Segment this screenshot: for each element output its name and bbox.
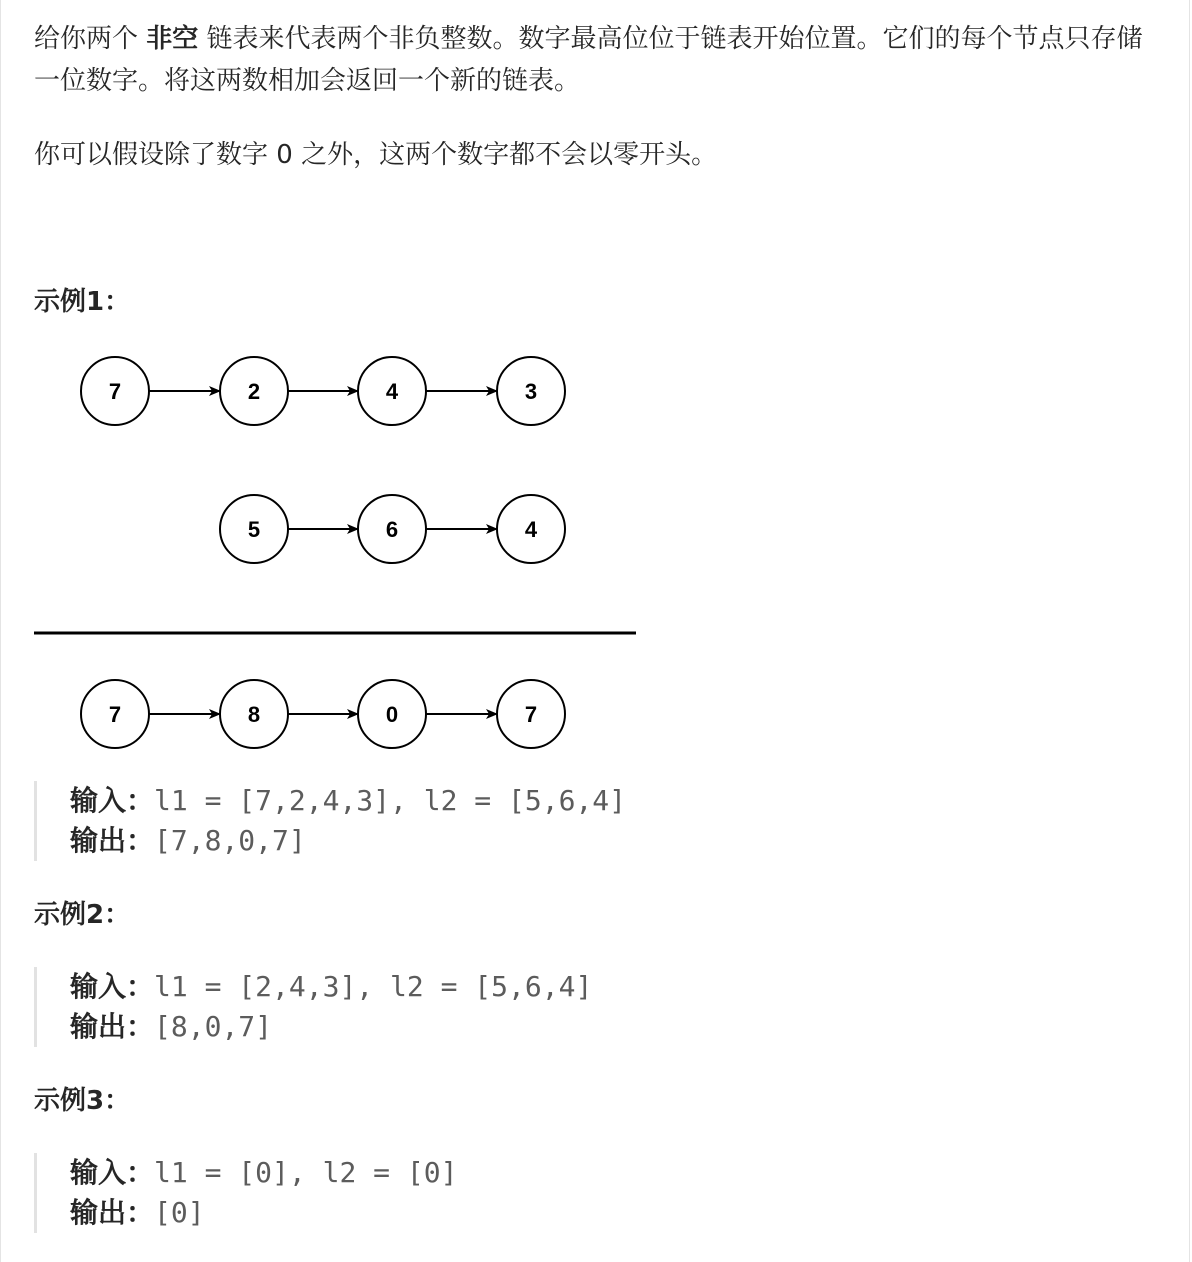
example-3-title: 示例3： <box>34 1086 131 1116</box>
example-2-code <box>34 967 592 1047</box>
list-2-row <box>220 495 565 563</box>
example-3-output <box>70 1193 457 1233</box>
list-node-value: 6 <box>385 517 399 542</box>
input-label: 输入： <box>70 970 155 1003</box>
example-1-input <box>70 781 626 821</box>
input-label: 输入： <box>70 1156 155 1189</box>
list-node-value: 7 <box>108 379 122 404</box>
example-2-title: 示例2： <box>34 900 131 930</box>
output-label: 输出： <box>70 1010 155 1043</box>
output-label: 输出： <box>70 1196 155 1229</box>
list-node-value: 7 <box>524 702 538 727</box>
example-2-output <box>70 1007 592 1047</box>
list-node-value: 4 <box>385 379 399 404</box>
example-1-code <box>34 781 626 861</box>
input-value: l1 = [0], l2 = [0] <box>154 1156 458 1189</box>
linked-list-diagram <box>1 330 661 760</box>
list-node-value: 7 <box>108 702 122 727</box>
list-1-row <box>81 357 565 425</box>
example-3-input <box>70 1153 457 1193</box>
list-node-value: 8 <box>247 702 261 727</box>
list-node-value: 5 <box>247 517 261 542</box>
result-row <box>81 680 565 748</box>
desc-part1: 给你两个 <box>34 24 147 54</box>
list-node-value: 3 <box>524 379 538 404</box>
list-node-value: 4 <box>524 517 538 542</box>
output-value: [7,8,0,7] <box>154 824 306 857</box>
input-value: l1 = [2,4,3], l2 = [5,6,4] <box>154 970 593 1003</box>
example-1-output <box>70 821 626 861</box>
input-value: l1 = [7,2,4,3], l2 = [5,6,4] <box>154 784 627 817</box>
example-2-input <box>70 967 592 1007</box>
desc-bold: 非空 <box>146 24 199 54</box>
problem-description <box>34 18 1154 102</box>
list-node-value: 2 <box>247 379 261 404</box>
example-3-code <box>34 1153 457 1233</box>
input-label: 输入： <box>70 784 155 817</box>
problem-note: 你可以假设除了数字 0 之外，这两个数字都不会以零开头。 <box>34 140 718 170</box>
list-node-value: 0 <box>385 702 399 727</box>
example-1-title: 示例1： <box>34 287 131 317</box>
desc-part2: 链表来代表两个非负整数。数字最高位位于链表开始位置。它们的每个节点只存储一位数字。将这两数相加会返回一个新的链表。 <box>34 24 1143 96</box>
output-value: [8,0,7] <box>154 1010 273 1043</box>
output-value: [0] <box>154 1196 205 1229</box>
output-label: 输出： <box>70 824 155 857</box>
